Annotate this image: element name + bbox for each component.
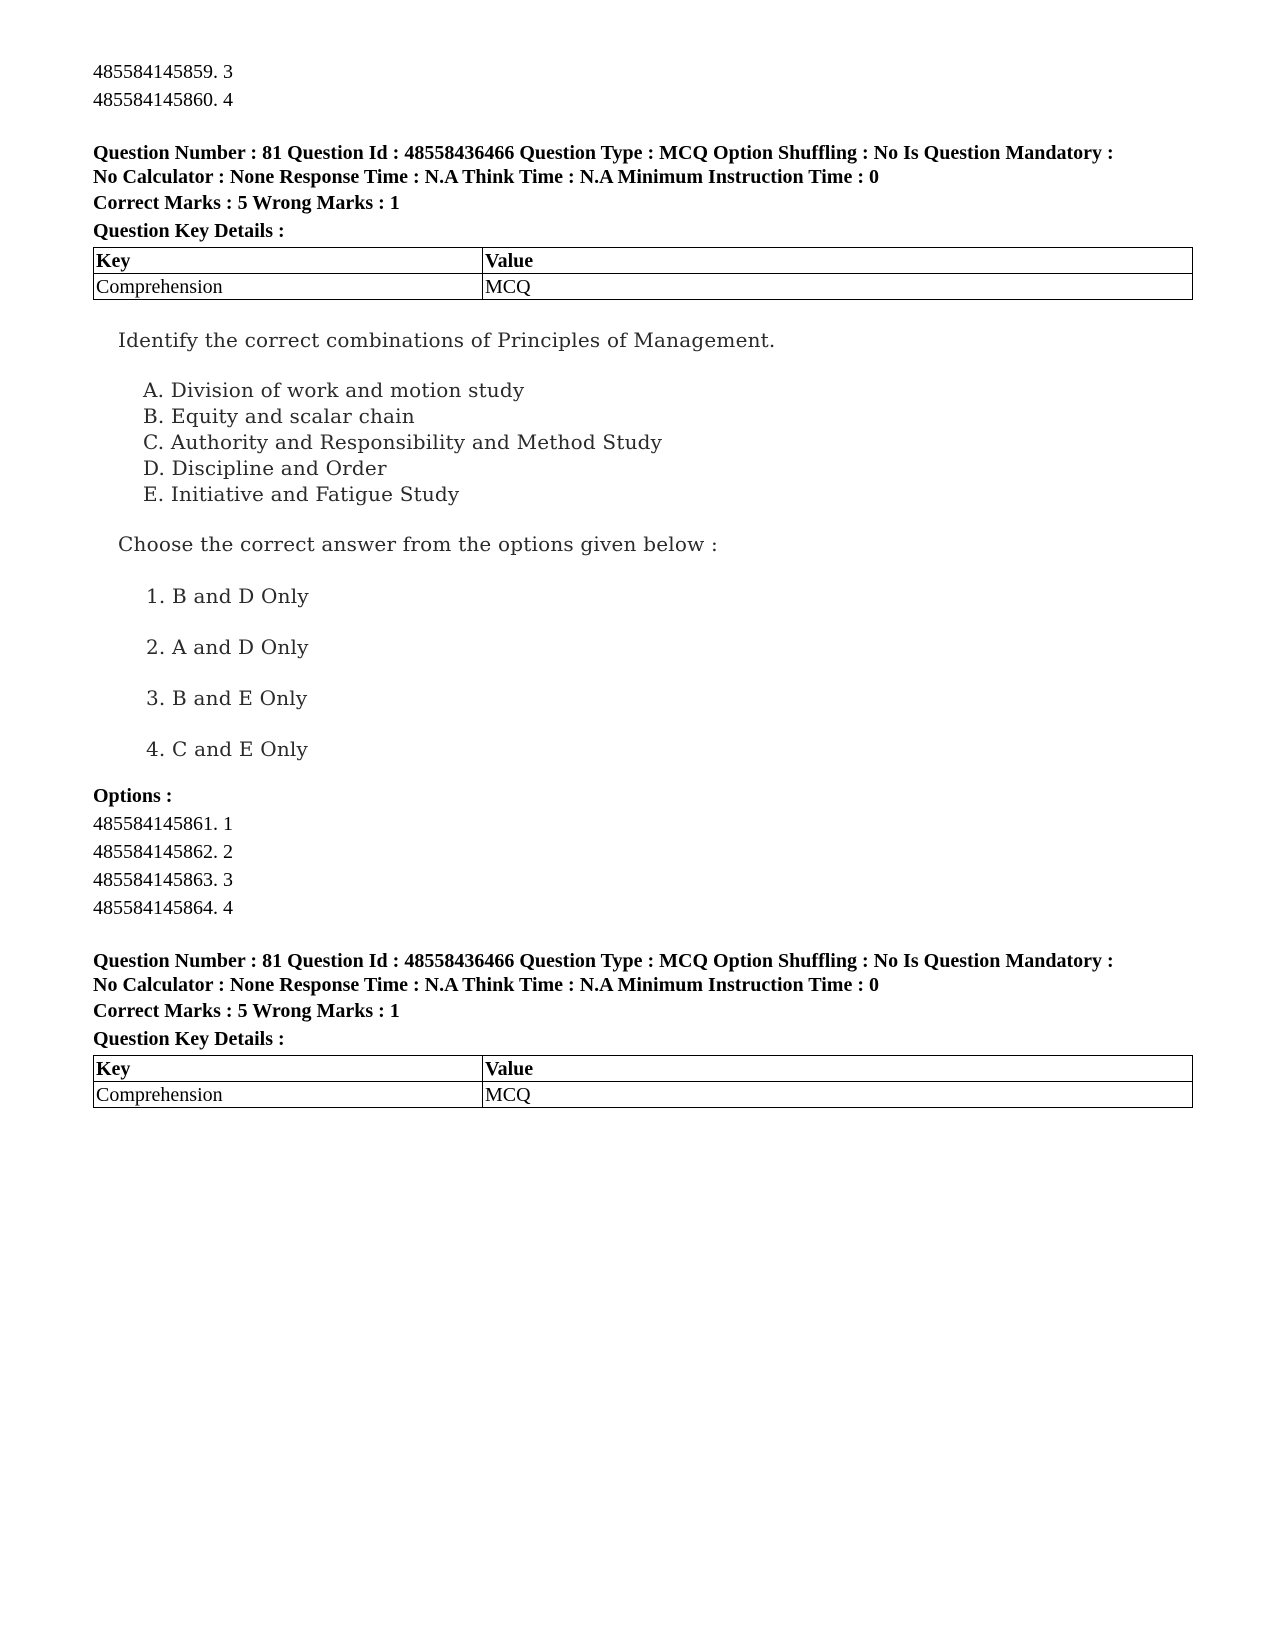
- statement-c: C. Authority and Responsibility and Method Study: [143, 430, 663, 454]
- prev-option-4: 485584145860. 4: [93, 89, 233, 111]
- option-item-4: 485584145864. 4: [93, 897, 233, 919]
- table-header-row: [94, 1056, 1193, 1082]
- question-header-line-2: No Calculator : None Response Time : N.A Think Time : N.A Minimum Instruction Time : 0: [93, 166, 879, 188]
- statement-e: E. Initiative and Fatigue Study: [143, 482, 460, 506]
- answer-choice-1: 1. B and D Only: [146, 584, 309, 608]
- marks-line: Correct Marks : 5 Wrong Marks : 1: [93, 1000, 400, 1022]
- table-row: [94, 274, 1193, 300]
- key-details-label: Question Key Details :: [93, 1028, 285, 1050]
- table-header-value: Value: [483, 1056, 1193, 1082]
- table-cell-value: MCQ: [483, 1082, 1193, 1108]
- option-item-1: 485584145861. 1: [93, 813, 233, 835]
- question-block-1: [93, 141, 1193, 300]
- question-header-line-2: No Calculator : None Response Time : N.A Think Time : N.A Minimum Instruction Time : 0: [93, 974, 879, 996]
- marks-line: Correct Marks : 5 Wrong Marks : 1: [93, 192, 400, 214]
- options-section: [93, 782, 1193, 922]
- table-header-row: [94, 248, 1193, 274]
- answer-choice-4: 4. C and E Only: [146, 737, 308, 761]
- table-header-key: Key: [94, 248, 483, 274]
- key-details-table: [93, 1055, 1193, 1108]
- question-image: [118, 322, 776, 782]
- statement-a: A. Division of work and motion study: [143, 378, 525, 402]
- choose-instruction: Choose the correct answer from the options given below :: [118, 532, 718, 556]
- question-prompt: Identify the correct combinations of Principles of Management.: [118, 328, 776, 352]
- option-item-2: 485584145862. 2: [93, 841, 233, 863]
- question-header-line-1: Question Number : 81 Question Id : 48558436466 Question Type : MCQ Option Shuffling : No Is Question Mandatory :: [93, 950, 1114, 972]
- options-label: Options :: [93, 785, 173, 807]
- option-item-3: 485584145863. 3: [93, 869, 233, 891]
- key-details-label: Question Key Details :: [93, 220, 285, 242]
- table-row: [94, 1082, 1193, 1108]
- answer-choice-3: 3. B and E Only: [146, 686, 308, 710]
- question-header-line-1: Question Number : 81 Question Id : 48558436466 Question Type : MCQ Option Shuffling : No Is Question Mandatory :: [93, 142, 1114, 164]
- table-header-value: Value: [483, 248, 1193, 274]
- table-cell-key: Comprehension: [94, 274, 483, 300]
- question-block-2: [93, 949, 1193, 1108]
- key-details-table: [93, 247, 1193, 300]
- statement-d: D. Discipline and Order: [143, 456, 387, 480]
- table-cell-key: Comprehension: [94, 1082, 483, 1108]
- prev-option-3: 485584145859. 3: [93, 61, 233, 83]
- statement-b: B. Equity and scalar chain: [143, 404, 415, 428]
- table-cell-value: MCQ: [483, 274, 1193, 300]
- table-header-key: Key: [94, 1056, 483, 1082]
- answer-choice-2: 2. A and D Only: [146, 635, 309, 659]
- document-page: [93, 58, 1193, 1108]
